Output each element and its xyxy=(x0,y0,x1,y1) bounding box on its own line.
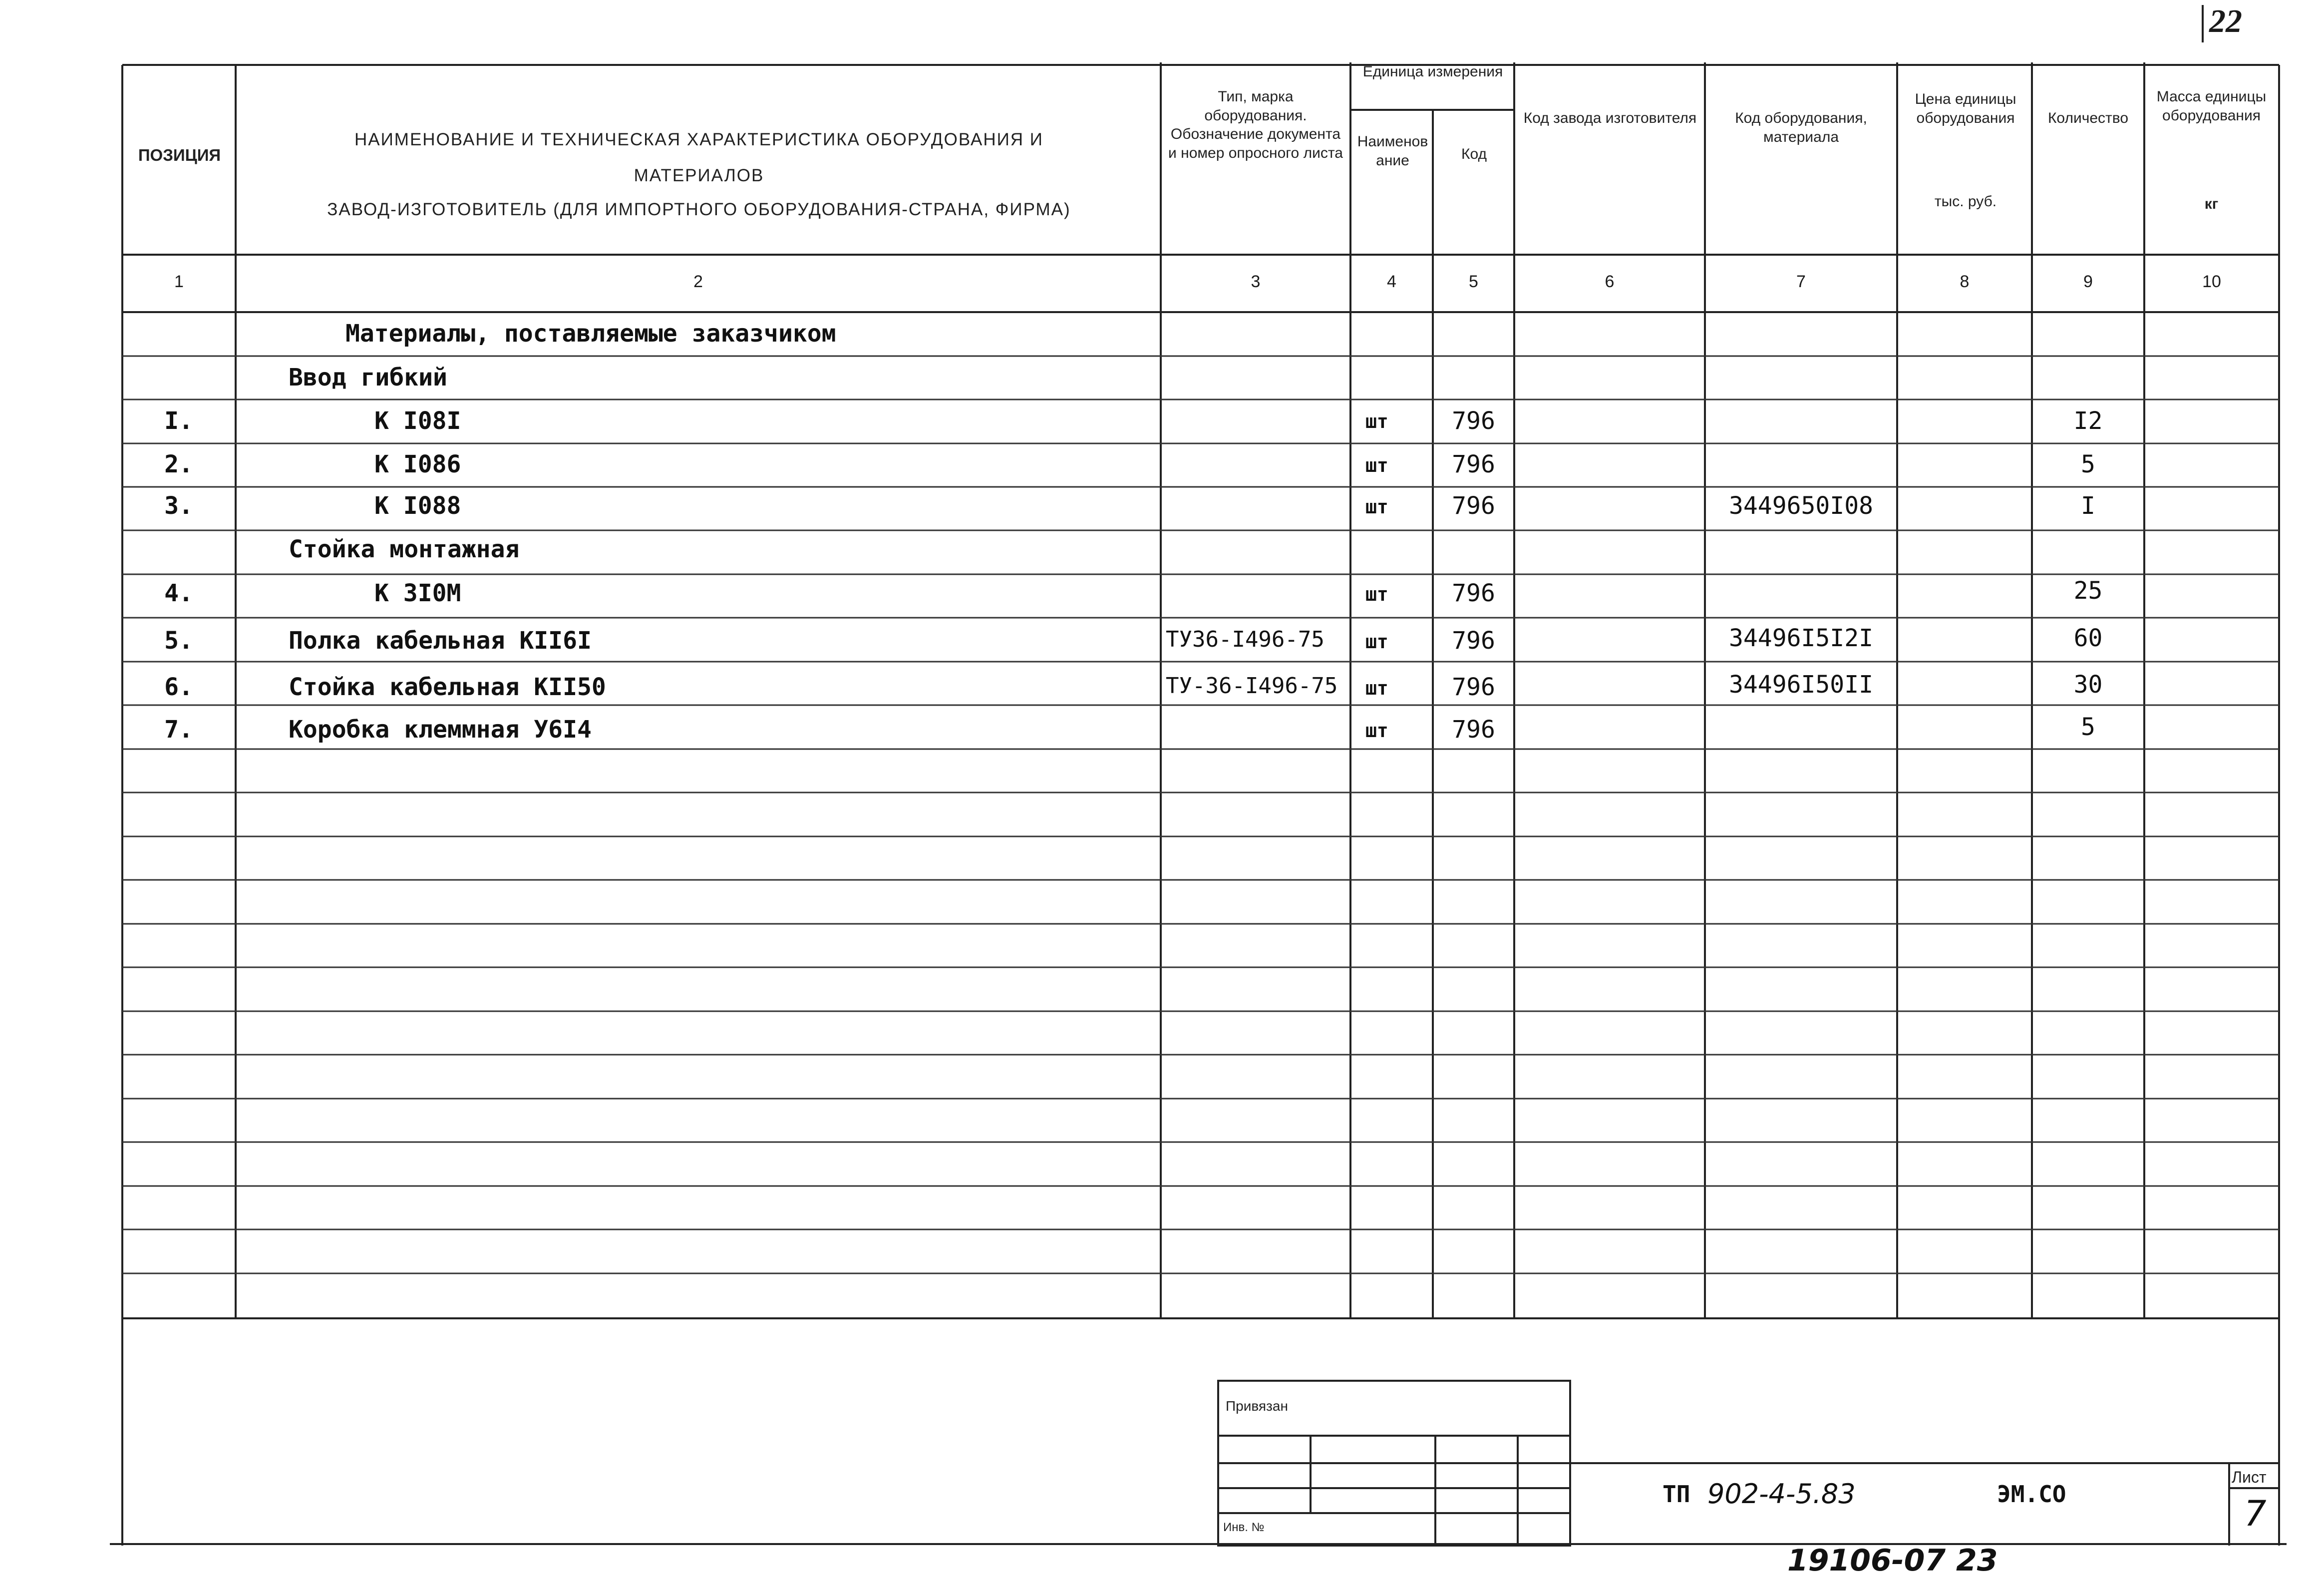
row-quantity: I2 xyxy=(2073,407,2103,435)
row-quantity: I xyxy=(2081,492,2095,520)
row-code: 796 xyxy=(1452,627,1495,655)
row-quantity: 5 xyxy=(2081,450,2095,478)
row-position: 2. xyxy=(164,450,193,478)
row-name: Полка кабельная КII6I xyxy=(289,627,592,655)
column-number: 10 xyxy=(2202,272,2221,291)
page-number: 22 xyxy=(2209,3,2242,39)
row-unit: шт xyxy=(1365,631,1388,653)
header-unit-name: Наименование xyxy=(1357,133,1428,169)
header-mass: Масса единицы оборудования xyxy=(2156,88,2267,124)
row-position: I. xyxy=(164,407,193,435)
header-name-line1: НАИМЕНОВАНИЕ И ТЕХНИЧЕСКАЯ ХАРАКТЕРИСТИКА ОБОРУДОВАНИЯ И xyxy=(354,130,1043,149)
row-material-code: 34496I5I2I xyxy=(1729,624,1873,652)
row-unit: шт xyxy=(1365,454,1388,476)
row-name: К 3I0М xyxy=(374,579,461,607)
header-quantity: Количество xyxy=(2047,110,2129,126)
row-quantity: 5 xyxy=(2081,713,2095,741)
row-unit: шт xyxy=(1365,583,1388,605)
sheet-number: 7 xyxy=(2244,1493,2267,1534)
header-price: Цена единицы оборудования xyxy=(1915,91,2016,126)
column-number: 3 xyxy=(1251,272,1261,291)
row-name: Стойка кабельная КII50 xyxy=(289,673,606,701)
section-title: Материалы, поставляемые заказчиком xyxy=(345,320,836,348)
row-type-doc: ТУ-36-I496-75 xyxy=(1166,673,1338,699)
doc-suffix: ЭМ.СО xyxy=(1997,1481,2066,1508)
row-quantity: 60 xyxy=(2073,624,2103,652)
row-name: К I086 xyxy=(374,450,461,478)
group-title: Стойка монтажная xyxy=(289,535,520,563)
header-type-doc: Тип, марка оборудования. Обозначение документа и номер опросного листа xyxy=(1168,88,1343,161)
row-code: 796 xyxy=(1452,450,1495,478)
row-position: 4. xyxy=(164,579,193,607)
row-code: 796 xyxy=(1452,716,1495,744)
row-quantity: 30 xyxy=(2073,671,2103,699)
row-name: К I08I xyxy=(374,407,461,435)
header-material-code: Код оборудования, материала xyxy=(1735,110,1867,145)
doc-number: 902-4-5.83 xyxy=(1707,1478,1856,1510)
row-code: 796 xyxy=(1452,492,1495,520)
column-number: 5 xyxy=(1469,272,1478,291)
header-unit-code: Код xyxy=(1461,146,1487,162)
column-number: 4 xyxy=(1387,272,1396,291)
sheet-label: Лист xyxy=(2232,1468,2267,1486)
row-name: К I088 xyxy=(374,492,461,520)
column-number: 1 xyxy=(174,272,184,291)
header-unit-group: Единица измерения xyxy=(1362,63,1503,80)
row-code: 796 xyxy=(1452,579,1495,607)
column-number: 9 xyxy=(2083,272,2093,291)
doc-code: ТП xyxy=(1662,1481,1690,1508)
row-name: Коробка клеммная У6I4 xyxy=(289,716,592,744)
row-unit: шт xyxy=(1365,496,1388,518)
header-factory-code: Код завода изготовителя xyxy=(1523,110,1697,126)
row-quantity: 25 xyxy=(2073,577,2103,605)
column-number: 2 xyxy=(693,272,703,291)
row-position: 7. xyxy=(164,716,193,744)
row-position: 6. xyxy=(164,673,193,701)
header-name-line2: МАТЕРИАЛОВ xyxy=(634,166,764,185)
header-position: ПОЗИЦИЯ xyxy=(138,146,221,164)
column-number: 7 xyxy=(1796,272,1806,291)
header-mass-unit: кг xyxy=(2204,196,2219,212)
column-number: 8 xyxy=(1960,272,1970,291)
group-title: Ввод гибкий xyxy=(289,364,447,392)
column-number: 6 xyxy=(1605,272,1615,291)
stamp-inv-no: Инв. № xyxy=(1223,1521,1265,1534)
row-type-doc: ТУ36-I496-75 xyxy=(1166,627,1325,652)
row-unit: шт xyxy=(1365,410,1388,432)
row-code: 796 xyxy=(1452,673,1495,701)
row-code: 796 xyxy=(1452,407,1495,435)
row-material-code: 34496I50II xyxy=(1729,671,1873,699)
row-position: 5. xyxy=(164,627,193,655)
row-material-code: 3449650I08 xyxy=(1729,492,1873,520)
row-position: 3. xyxy=(164,492,193,520)
header-name-line3: ЗАВОД-ИЗГОТОВИТЕЛЬ (ДЛЯ ИМПОРТНОГО ОБОРУДОВАНИЯ-СТРАНА, ФИРМА) xyxy=(327,200,1071,219)
row-unit: шт xyxy=(1365,720,1388,742)
archive-number: 19106-07 23 xyxy=(1787,1543,1998,1578)
row-unit: шт xyxy=(1365,677,1388,699)
header-price-unit: тыс. руб. xyxy=(1934,193,1997,210)
stamp-privyazan: Привязан xyxy=(1226,1398,1288,1414)
